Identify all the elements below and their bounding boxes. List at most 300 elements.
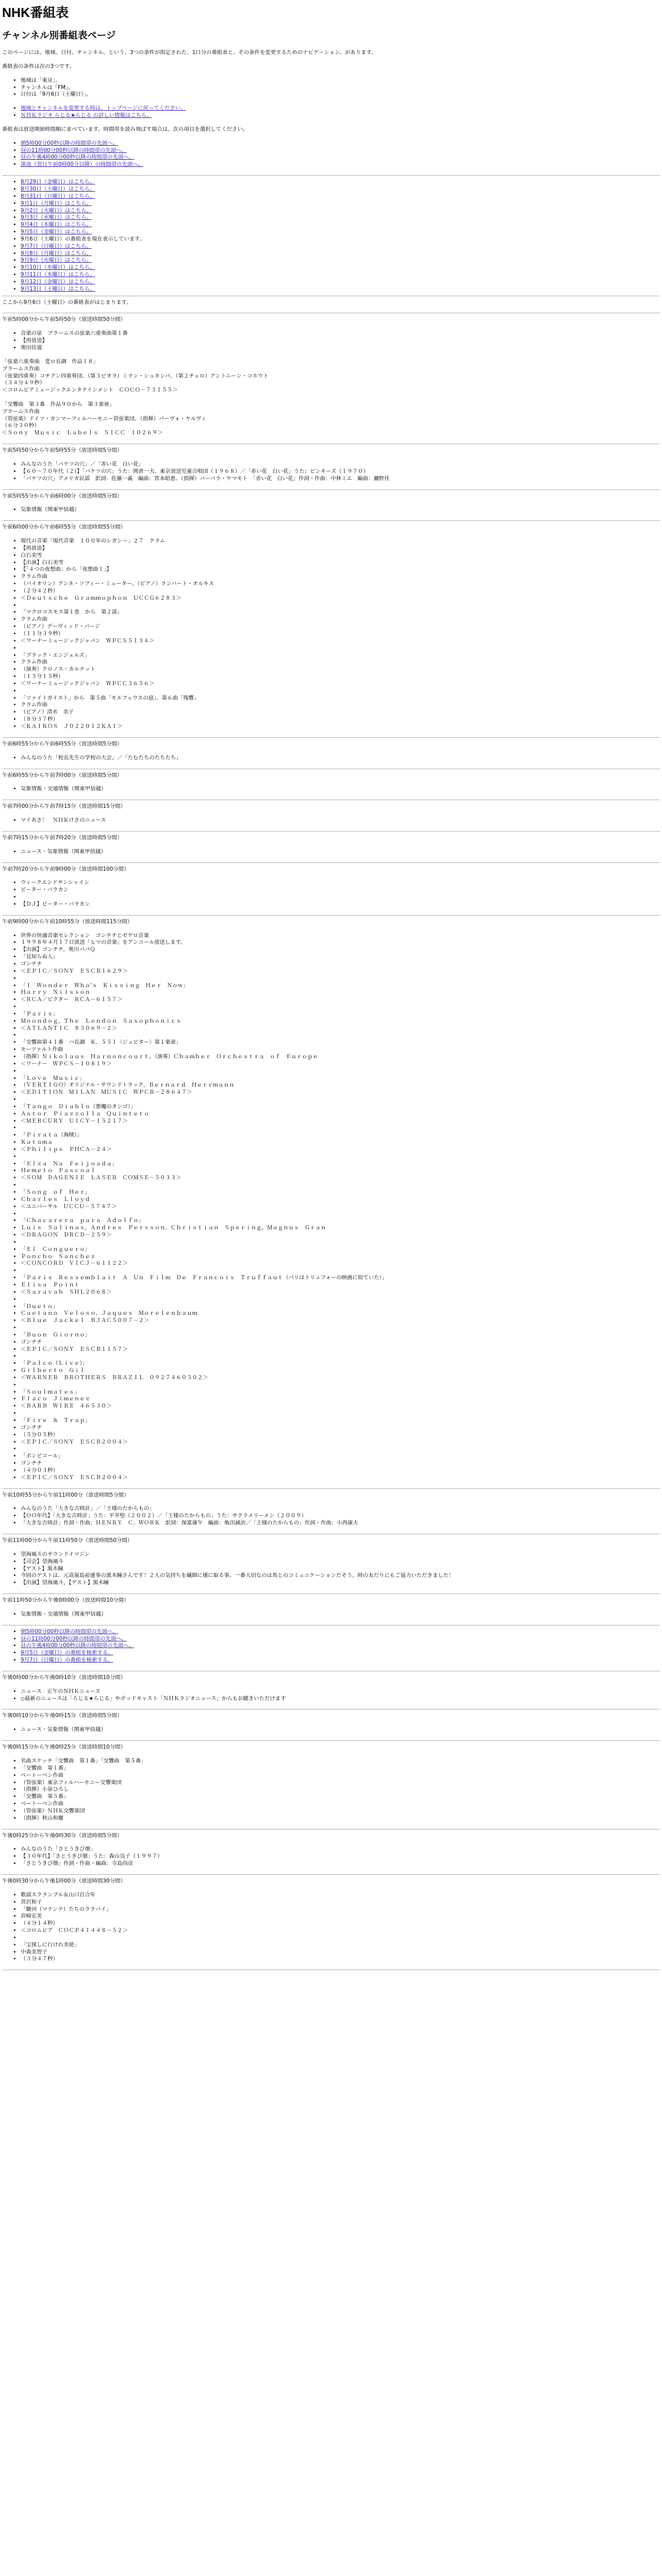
program-line: • マイあさ！ ＮＨＫけさのニュース [21, 817, 660, 824]
program-line: • Ａｓｔｏｒ Ｐｉａｚｚｏｌｌａ Ｑｕｉｎｔｅｔｏ [21, 1111, 660, 1118]
program-line: • ＜ＢＡＲＢ ＷＩＲＥ ４６５３０＞ [21, 1403, 660, 1410]
program-line: • 音楽の泉 ブラームスの弦楽六重奏曲第１番 [21, 330, 660, 337]
time-slot [2, 524, 660, 731]
program-line: • クラム作曲 [21, 573, 660, 581]
program-line: • 【再放送】 [21, 545, 660, 552]
list-item [21, 250, 660, 258]
program-line: • ピーター・バラカン [21, 887, 660, 894]
divider [2, 520, 660, 521]
program-line: • 「マクロコスモス第１巻 から 第２部」 [21, 609, 660, 616]
program-list [2, 1611, 660, 1618]
program-line: • 「Ｂｕｏｎ Ｇｉｏｒｎｏ」 [21, 1332, 660, 1339]
time-slot [2, 803, 660, 824]
time-slot [2, 1492, 660, 1527]
nav-link[interactable]: 昼の11時00分00秒以降の時間帯の先頭へ。 [21, 1635, 127, 1642]
program-line: • ＜ＥＰＩＣ／ＳＯＮＹ ＥＳＣＢ１６２９＞ [21, 968, 660, 975]
program-list [2, 330, 660, 352]
program-line: • みんなのうた「校長先生の学校の大会」／「たむたちのたちたち」 [21, 755, 660, 762]
time-slot [2, 447, 660, 482]
program-line: • 「宝探しに行けれ美使」 [21, 1942, 660, 1949]
program-line: • ＜ＫＡＩＲＯＳ Ｊ０２２０１２ＫＡＩ＞ [21, 723, 660, 731]
current-item: 地域は「東京」。 [21, 77, 61, 83]
program-list [2, 755, 660, 762]
program-line: • ＜ユニバーサル ＵＣＣＵ－５７４７＞ [21, 1204, 660, 1211]
nav-link[interactable]: 9月7日（日曜日）の番組を検索する。 [21, 1657, 113, 1664]
program-line: • 望海風斗のサウンドイマジン [21, 1551, 660, 1558]
program-line: • Ｆｌａｃｏ Ｊｉｍｅｎｅｚ [21, 1396, 660, 1403]
program-line: • Ｇｉｌｂｅｒｔｏ Ｇｉｌ [21, 1367, 660, 1375]
nav-link[interactable]: 昼の午後4時00分00秒以降の時間帯の先頭へ。 [21, 1642, 135, 1649]
program-line: • ＜ＭＥＲＣＵＲＹ ＵＩＣＹ－１５２１７＞ [21, 1118, 660, 1125]
program-line: • 「Ｃｈａｃａｒｅｒａ ｐａｒａ Ａｄｏｌｆｏ」 [21, 1217, 660, 1225]
program-line: • ＜ＣＯＮＣＯＲＤ ＶＩＣＪ－６１１２２＞ [21, 1260, 660, 1267]
time-slot [2, 316, 660, 437]
divider [2, 1740, 660, 1741]
program-line: • 【再放送】 [21, 337, 660, 345]
program-line: • Ｍｏｏｎｄｏｇ，Ｔｈｅ Ｌｏｎｄｏｎ Ｓａｘｏｐｈｏｎｉｃｓ [21, 1018, 660, 1025]
program-line [21, 1211, 660, 1218]
slot-time: 午前5時55分から午前6時00分（放送時間5分間） [2, 493, 123, 499]
program-line: • 「Ｔａｎｇｏ Ｄｉａｂｌｏ（悪魔のタンゴ）」 [21, 1104, 660, 1111]
program-line: • 【ＯＯ年代】「大きな古時計」うた：平井堅（２００２）／「王様のたからもの」うた：サクラメリーメン（２００９） [21, 1513, 660, 1520]
program-line: • モーツァルト作曲 [21, 1046, 660, 1054]
program-line [21, 894, 660, 901]
program-line: • 名曲スケッチ「交響曲 第１番」「交響曲 第５番」 [21, 1758, 660, 1765]
program-line: • ◇最新のニュースは「らじる★らじる」やポッドキャスト「ＮＨＫラジオニュース」からもお聴きいただけます [21, 1696, 660, 1703]
program-line [21, 1125, 660, 1132]
slot-time: 午前5時00分から午前5時50分（放送時間50分間） [2, 316, 126, 323]
program-list [2, 786, 660, 793]
detail-line: （３４分４９秒） [2, 380, 45, 386]
program-line: • 「Ｌｏｖｅ Ｍｕｓｉｃ」 [21, 1075, 660, 1082]
list-item [21, 186, 660, 193]
program-line: • ニュース・気象情報（関東甲信越） [21, 849, 660, 856]
program-list [2, 506, 660, 514]
list-item [21, 264, 660, 272]
program-line: • ベートーベン作曲 [21, 1772, 660, 1780]
time-slot [2, 1744, 660, 1822]
slot-time: 午後0時10分から午後0時15分（放送時間5分間） [2, 1713, 123, 1719]
nav-link[interactable]: 9月10日（水曜日）はこちら。 [21, 264, 95, 271]
program-line: • Ｋａｔａｍａ [21, 1139, 660, 1146]
program-line: • ＜ＲＣＡ／ビクター ＲＣＡ－６１５７＞ [21, 996, 660, 1004]
program-line: • （バイオリン）アンネ・ソフィー・ミューター、（ピアノ）ランバート・オルキス [21, 581, 660, 588]
program-line: • 「交響曲第４１番 ハ長調 Ｋ．５５１〈ジュピター〉第１楽章」 [21, 1039, 660, 1046]
program-line: • 現代の音楽「現代音楽 １００年のレガシー」２７ クラム [21, 538, 660, 545]
program-line: • （８分３７秒） [21, 716, 660, 723]
program-line: • ゴンチチ [21, 1339, 660, 1346]
program-line: • ＜Ｓａｒａｖａｈ ＳＨＬ２０６８＞ [21, 1289, 660, 1296]
slot-time: 午前9時00分から午前10時55分（放送時間115分間） [2, 918, 133, 925]
schedule-morning [2, 316, 660, 1625]
program-line: • 歌謡スクランブル＆山口百合年 [21, 1892, 660, 1899]
program-line: • 【６０～７０年代（２）】「バケツの穴」うた：岡倉一夫、東京放送児童合唱団（１９６８）／「赤い花 白い花」うた：ピンキーズ（１９７０） [21, 468, 660, 476]
program-line: • 「Ｐａｒｉｓ Ｒｅｓｓｅｍｂｌａｉｔ Ａ Ｕｎ Ｆｉｌｍ Ｄｅ Ｆｒａｎｃｏｉｓ Ｔｒｕｆｆａｕｔ（パリはトリュフォーの映画に似ていた）」 [21, 1275, 660, 1282]
time-slot [2, 866, 660, 908]
program-line: • ゴンチチ [21, 1460, 660, 1467]
time-jump-links [2, 140, 660, 168]
time-slot [2, 1597, 660, 1618]
program-line: • Ｐｏｎｃｈｏ Ｓａｎｃｈｅｚ [21, 1253, 660, 1261]
program-list [2, 849, 660, 856]
program-list [2, 1726, 660, 1734]
slot-time: 午前7時00分から午前7時15分（放送時間15分間） [2, 803, 126, 810]
nav-note: 番組表は放送開始時間順に並べています。時間帯を読み飛ばす場合は、次の項目を選択してください。 [2, 126, 249, 132]
program-line: • 「ブラック・エンジェルズ」 [21, 652, 660, 659]
nav-link[interactable]: 9月5日（金曜日）はこちら。 [21, 229, 92, 235]
nav-link[interactable]: 9月3日（水曜日）はこちら。 [21, 214, 92, 221]
current-item: 日付は「9月6日（土曜日）」。 [21, 91, 92, 98]
list-item [21, 77, 660, 84]
program-line: • 【ゲスト】黒木瞳 [21, 1566, 660, 1573]
program-line: • （指揮）秋山和慶 [21, 1815, 660, 1822]
program-line: • （管弦楽）ＮＨＫ交響楽団 [21, 1808, 660, 1815]
program-line: • 「Ｉ Ｗｏｎｄｅｒ Ｗｈｏ’ｓ Ｋｉｓｓｉｎｇ Ｈｅｒ Ｎｏｗ」 [21, 982, 660, 990]
list-item [21, 229, 660, 236]
nav-link[interactable]: 昼の11時00分00秒以降の時間帯の先頭へ。 [21, 147, 127, 154]
program-line [21, 1068, 660, 1075]
nav-link[interactable]: 9月7日（日曜日）はこちら。 [21, 243, 92, 249]
program-line: • （２分４２秒） [21, 588, 660, 595]
program-line: • ゴンチチ [21, 1425, 660, 1432]
program-list [2, 1758, 660, 1822]
date-links [2, 179, 660, 293]
program-line: • ＜ＥＰＩＣ／ＳＯＮＹ ＥＳＣＢ２００４＞ [21, 1475, 660, 1482]
program-line: • 「Ｆｉｒｅ ＆ Ｔｒａｐ」 [21, 1417, 660, 1425]
program-list [2, 879, 660, 908]
program-line [21, 975, 660, 982]
nav-link[interactable]: 8月31日（日曜日）はこちら。 [21, 193, 95, 199]
program-line: • 【３０年代】「さとうきび畑」うた：森山良子（１９９７） [21, 1853, 660, 1860]
list-item [21, 1650, 660, 1657]
program-line [21, 1446, 660, 1453]
program-line: • 【「４つの夜想曲」から「夜想曲１」】 [21, 566, 660, 573]
program-line: • 白石美雪 [21, 552, 660, 560]
nav-link[interactable]: 9月13日（土曜日）はこちら。 [21, 285, 95, 292]
program-line: • 「見知らぬ人」 [21, 954, 660, 961]
program-line: • （ピアノ）デーヴィッド・バージ [21, 623, 660, 631]
program-line: • 「Ｅｌｚａ Ｎａ Ｆｅｉｊｏａｄａ」 [21, 1161, 660, 1168]
program-list [2, 1505, 660, 1527]
nav-link[interactable]: 9月2日（火曜日）はこちら。 [21, 207, 92, 214]
program-line [21, 1296, 660, 1303]
list-item [21, 154, 660, 161]
nav-link[interactable]: ＮＨＫラジオ らじる★らじる の詳しい情報はこちら。 [21, 112, 152, 119]
program-line: • 「さとうきび畑」作詞・作曲・編曲：寺島尚彦 [21, 1860, 660, 1868]
page [0, 4, 662, 1970]
conditions-heading: 番組表の条件は次の3つです。 [2, 63, 75, 70]
detail-line: ＜Ｓｏｎｙ Ｍｕｓｉｃ Ｌａｂｅｌｓ ＳＩＣＣ １０２６９＞ [2, 430, 163, 436]
time-slot [2, 919, 660, 1482]
program-line: • 今回のゲストは、元高嶺島前運事の黒木瞳さんです！２人の気持ちを繊細に優に取る事。一番大切なのは馬とのコミュニケーションだそう。時の友だりにもご協力いただきました！ [21, 1572, 660, 1580]
intro-text: このページには、地域、日付、チャンネル、という、3つの条件が指定された、1日分の番組表と、その条件を変更するためのナビゲーション、があります。 [2, 49, 377, 56]
nav-link[interactable]: 8月29日（金曜日）はこちら。 [21, 179, 95, 185]
detail-line [2, 394, 660, 401]
program-line: • ウィークエンドサンシャイン [21, 879, 660, 887]
program-line: • Ｅｌｉｓａ Ｐｏｉｎｔ [21, 1282, 660, 1289]
program-line [21, 688, 660, 695]
program-line: • ＜ＥＰＩＣ／ＳＯＮＹ ＥＳＣＢ２００４＞ [21, 1439, 660, 1446]
list-item [21, 1629, 660, 1636]
slot-time: 午前11時00分から午前11時50分（放送時間50分間） [2, 1537, 133, 1544]
program-line: • ＜ＥＤＩＴＩＯＮ ＭＩＬＡＮ ＭＵＳＩＣ ＷＰＣＲ－２８６４７＞ [21, 1089, 660, 1096]
detail-line: 「弦楽六重奏曲 変ロ長調 作品１８」 [2, 358, 99, 365]
divider [2, 862, 660, 863]
divider [2, 915, 660, 916]
program-line: • 「Ｐａｌｃｏ（Ｌｉｖｅ）」 [21, 1360, 660, 1367]
program-line: • 「交響曲 第１番」 [21, 1765, 660, 1772]
program-line [21, 1096, 660, 1104]
detail-line: ブラームス作曲 [2, 408, 40, 415]
program-list [2, 1892, 660, 1963]
nav-link[interactable]: 9月5日（金曜日）の番組を検索する。 [21, 1650, 113, 1656]
list-item [21, 147, 660, 155]
list-item [21, 1636, 660, 1643]
list-item [21, 179, 660, 186]
list-item [21, 91, 660, 98]
time-slot [2, 1537, 660, 1587]
program-line: • ニュース・気象情報（関東甲信越） [21, 1726, 660, 1734]
page-subtitle: チャンネル別番組表ページ [2, 30, 116, 41]
divider [2, 831, 660, 832]
program-list [2, 538, 660, 731]
program-line: • 【司会】望海風斗 [21, 1558, 660, 1566]
slot-time: 午後0時25分から午後0時30分（放送時間5分間） [2, 1832, 123, 1839]
list-item [21, 279, 660, 286]
program-line [21, 1935, 660, 1942]
nav-link[interactable]: 昼の午後4時00分00秒以降の時間帯の先頭へ。 [21, 154, 135, 161]
program-line [21, 1267, 660, 1275]
program-list [2, 1688, 660, 1703]
program-line: • 気象情報（関東甲信越） [21, 506, 660, 514]
program-line: • ゴンチチ [21, 961, 660, 968]
list-item [21, 1642, 660, 1650]
slot-time: 午前10時55分から午前11時00分（放送時間5分間） [2, 1492, 129, 1498]
list-item [21, 243, 660, 250]
program-line: • 中森美智子 [21, 1949, 660, 1956]
slot-time: 午前6時55分から午前7時00分（放送時間5分間） [2, 772, 123, 778]
program-line [21, 1239, 660, 1246]
program-line: • 「駿河（マナンテ）たちのララバイ」 [21, 1906, 660, 1913]
time-slot [2, 741, 660, 762]
list-item [21, 222, 660, 229]
condition-links [2, 105, 660, 120]
list-item [21, 193, 660, 200]
program-line: • みんなのうた「バケツの穴」／「赤い花 白い花」 [21, 461, 660, 468]
divider [2, 1488, 660, 1489]
slot-time: 午後0時30分から午後1時00分（放送時間30分間） [2, 1877, 126, 1884]
slot-time: 午前6時55分から午前6時55分（放送時間5分間） [2, 740, 123, 747]
time-slot [2, 772, 660, 793]
site-title: NHK番組表 [2, 6, 69, 20]
nav-link[interactable]: 9月1日（月曜日）はこちら。 [21, 200, 92, 207]
program-line: • （１５分１５秒） [21, 673, 660, 681]
program-line [21, 1154, 660, 1161]
program-line: • （３分４７秒） [21, 1956, 660, 1963]
divider [2, 175, 660, 176]
program-line: • クラム作曲 [21, 659, 660, 666]
schedule-start: ここから9月6日（土曜日）の番組表がはじまります。 [2, 299, 132, 306]
program-line [21, 602, 660, 609]
slot-time: 午前11時50分から午後0時00分（放送時間10分間） [2, 1597, 129, 1604]
program-list [2, 933, 660, 1482]
program-line: • ＜ＥＰＩＣ／ＳＯＮＹ ＥＳＣＢ１１５７＞ [21, 1346, 660, 1353]
slot-time: 午前7時20分から午前9時00分（放送時間100分間） [2, 866, 129, 872]
detail-line: ＜コロムビアミュージックエンタテインメント ＣＯＣＯ－７３１５５＞ [2, 387, 178, 394]
list-item [21, 257, 660, 264]
slot-time: 午前7時15分から午前7時20分（放送時間5分間） [2, 834, 123, 841]
program-list [2, 461, 660, 483]
current-item: 9月6日（土曜日）の番組表を現在表示しています。 [21, 235, 145, 242]
program-line: • （４分１４秒） [21, 1920, 660, 1927]
program-line [21, 1004, 660, 1011]
program-line: • （４分０３秒） [21, 1467, 660, 1475]
program-line: • ＜ワーナーミュージックジャパン ＷＰＣＳ５１３４＞ [21, 638, 660, 645]
detail-line: （管弦楽）ドイツ・カンマーフィルハーモニー管弦楽団、（指揮）パーヴォ・ヤルヴィ [2, 415, 207, 422]
program-line: • みんなのうた「大きな古時計」／「王様のたからもの」 [21, 1505, 660, 1513]
program-line: • ニュース 正午のＮＨＫニュース [21, 1688, 660, 1696]
nav-link[interactable]: 9月8日（月曜日）はこちら。 [21, 250, 92, 257]
program-line: • 「交響曲 第５番」 [21, 1793, 660, 1801]
list-item [21, 84, 660, 92]
program-line: • ＜ワーナーミュージックジャパン ＷＰＣＣ３６５６＞ [21, 681, 660, 688]
program-line: • １９９８年４月１７日放送「ヒマの音楽」をアンコール放送します。 [21, 939, 660, 946]
detail-line: 「交響曲 第３番 作品９０から 第３楽章」 [2, 401, 115, 408]
nav-link[interactable]: 9月11日（木曜日）はこちら。 [21, 272, 95, 278]
program-line: • ベートーベン作曲 [21, 1801, 660, 1808]
time-slot [2, 1713, 660, 1734]
divider [2, 737, 660, 738]
time-slot [2, 1833, 660, 1868]
mid-time-links [2, 1629, 660, 1664]
program-line: • 「バケツの穴」アメリカ民謡 訳詞：佐藤一義 編曲：宮本昭恵、（指揮）バーバラ・ヤマモト 「赤い花 白い花」作詞・作曲：中林ミエ 編曲：瀬野佳 [21, 476, 660, 483]
detail-line: （６分３０秒） [2, 422, 40, 429]
slot-time: 午後0時00分から午後0時10分（放送時間10分間） [2, 1674, 126, 1681]
time-slot [2, 1674, 660, 1703]
time-slot [2, 1878, 660, 1963]
program-line: • 宮沢和子 [21, 1899, 660, 1906]
program-line: • 岩崎宏美 [21, 1913, 660, 1920]
slot-time: 午後0時15分から午後0時25分（放送時間10分間） [2, 1744, 126, 1751]
program-line: • ＜コロムビア ＣＯＣＰ４１４４８－５２＞ [21, 1927, 660, 1935]
program-line [21, 1182, 660, 1189]
program-line: • クラム作曲 [21, 702, 660, 709]
program-line [21, 1382, 660, 1389]
program-line [21, 1032, 660, 1039]
program-line: • 「Ｅｌ Ｃｏｎｇｕｅｒｏ」 [21, 1246, 660, 1253]
nav-link[interactable]: 8月30日（土曜日）はこちら。 [21, 185, 95, 192]
program-line: • （指揮）Ｎｉｋｏｌａｕｓ Ｈａｒｎｏｎｃｏｕｒｔ，（演奏）Ｃｈａｍｂｅｒ Ｏｒｃｈｅｓｔｒａ ｏｆ Ｅｕｒｏｐｅ [21, 1054, 660, 1061]
current-item: チャンネルは「FM」。 [21, 84, 74, 91]
program-line: • クラム作曲 [21, 616, 660, 623]
nav-link[interactable]: 朝5時00分00秒以降の時間帯の先頭へ。 [21, 1628, 118, 1635]
program-line: • 【出演】望海風斗，【ゲスト】黒木瞳 [21, 1580, 660, 1587]
program-line [21, 1353, 660, 1360]
program-line: • Ｈａｒｒｙ Ｎｉｌｓｓｏｎ [21, 989, 660, 996]
program-line: • 「Ｐａｒｉｓ」 [21, 1011, 660, 1018]
nav-link[interactable]: 9月4日（木曜日）はこちら。 [21, 222, 92, 228]
program-line: • 【出演】ゴンチチ，奥川パパＱ [21, 946, 660, 954]
detail-line: ブラームス作曲 [2, 365, 40, 372]
program-line: • ＜ＡＴＬＡＮＴＩＣ ８３０６９－２＞ [21, 1025, 660, 1032]
program-line: • 奥田佳道 [21, 345, 660, 352]
list-item [21, 286, 660, 293]
program-line: • 気象情報・交通情報（関東甲信越） [21, 1611, 660, 1618]
program-line: • ＜Ｄｅｕｔｓｃｈｅ Ｇｒａｍｍｏｐｈｏｎ ＵＣＣＧ６２８３＞ [21, 595, 660, 602]
program-line [21, 1325, 660, 1332]
slot-time: 午前5時50分から午前5時55分（放送時間5分間） [2, 447, 123, 454]
detail-line: （弦楽四重奏）コチアン四重奏団、（第３ビオラ）ミラン・シュカンパ、（第２チェロ）アントニーン・コホウト [2, 372, 269, 379]
program-line: • 「Ｐｉｒａｔａ（海賊）」 [21, 1132, 660, 1139]
list-item [21, 236, 660, 243]
list-item [21, 105, 660, 112]
slot-time: 午前6時00分から午前6時55分（放送時間55分間） [2, 524, 126, 531]
program-line: • 「Ｄｕｅｔｏ」 [21, 1303, 660, 1311]
program-line: • ＜ＤＲＡＧＯＮ ＤＲＣＤ－２５９＞ [21, 1232, 660, 1239]
program-line: • 「ポンピコール」 [21, 1453, 660, 1460]
list-item [21, 200, 660, 208]
program-line [21, 1410, 660, 1417]
program-line: • ＜ＷＡＲＮＥＲ ＢＲＯＴＨＥＲＳ ＢＲＡＺＩＬ ０９２７４６０５０２＞ [21, 1375, 660, 1382]
divider [2, 489, 660, 490]
program-line: • 「ツァイトガイスト」から 第５曲「モルフェウスの庭」、第６曲「残響」 [21, 695, 660, 702]
conditions-list [2, 77, 660, 99]
program-line: • 「大きな古時計」作詞・作曲：ＨＥＮＲＹ Ｃ．ＷＯＲＫ 訳詞：保富康午 編曲：亀田誠治／「王様のたからもの」作詞・作曲：小西康夫 [21, 1520, 660, 1527]
nav-link[interactable]: 朝5時00分00秒以降の時間帯の先頭へ。 [21, 140, 118, 146]
nav-link[interactable]: 9月9日（火曜日）はこちら。 [21, 257, 92, 264]
program-line: • 「Ｓｏｕｌｍａｔｅｓ」 [21, 1389, 660, 1396]
program-line: • （１１分３９秒） [21, 631, 660, 638]
program-line: • ＜Ｐｈｉｌｉｐｓ ＰＨＣＡ－２４＞ [21, 1146, 660, 1154]
list-item [21, 1657, 660, 1664]
program-details [2, 359, 660, 437]
program-line: • 【ＤＪ】ピーター・バラカン [21, 901, 660, 908]
nav-link[interactable]: 深夜（翌日午前0時00分以降）の時間帯の先頭へ。 [21, 161, 144, 168]
divider [2, 1874, 660, 1875]
program-line: • Ｃａｅｔａｎｏ Ｖｅｌｏｓｏ，Ｊａｑｕｅｓ Ｍｏｒｅｌｅｎｂａｕｍ [21, 1310, 660, 1317]
time-slot [2, 835, 660, 856]
program-list [2, 817, 660, 824]
schedule-afternoon [2, 1674, 660, 1970]
program-line: • 気象情報・交通情報（関東甲信越） [21, 786, 660, 793]
program-line: • 世界の快適音楽セレクション ゴンチチとゼゲロ音楽 [21, 933, 660, 940]
program-list [2, 1846, 660, 1868]
program-line: • みんなのうた「さとうきび畑」 [21, 1846, 660, 1853]
program-line: • （ピアノ）清水 美子 [21, 709, 660, 716]
list-item [21, 161, 660, 168]
program-line: • （ＶＥＲＴＩＧＯ）オリジナル・サウンドトラック，Ｂｅｒｎａｒｄ Ｈｅｒｒｍａｎｎ [21, 1082, 660, 1089]
program-line: • （管弦楽）東京フィルハーモニー交響楽団 [21, 1780, 660, 1787]
list-item [21, 272, 660, 279]
list-item [21, 140, 660, 147]
program-line: • 【出演】白石美雪 [21, 560, 660, 567]
program-line: • （指揮）小泉ひろし [21, 1786, 660, 1793]
program-line: • ＜ＳＯＭ ＤＡＧＥＮＩＥ ＬＡＳＥＲ ＣＯＭＳＥ－５０３３＞ [21, 1175, 660, 1182]
program-line: • Ｌｕｉｓ Ｓａｌｉｎａｓ，Ａｎｄｒｅｓ Ｐｅｒｓｓｏｎ，Ｃｈｒｉｓｔｉａｎ Ｓｐｅｒｉｎｇ，Ｍａｇｎｕｓ Ｇｒａｎ [21, 1225, 660, 1232]
program-line: • ＜Ｂｌｕｅ Ｊａｃｋｅｌ ＢＪＡＣ５００７－２＞ [21, 1317, 660, 1325]
program-list [2, 1551, 660, 1587]
time-slot [2, 493, 660, 514]
list-item [21, 112, 660, 120]
program-line: • 「Ｓｏｎｇ ｏｆ Ｈｅｒ」 [21, 1189, 660, 1196]
nav-link[interactable]: 地域とチャンネルを変更する時は、トップページに戻ってください。 [21, 105, 186, 112]
nav-link[interactable]: 9月12日（金曜日）はこちら。 [21, 278, 95, 285]
list-item [21, 214, 660, 222]
program-line: • Ｃｈａｒｌｅｓ Ｌｌｏｙｄ [21, 1196, 660, 1204]
list-item [21, 208, 660, 215]
program-line: • （演奏）クロノス・カルテット [21, 666, 660, 673]
program-line: • ＜ワーナー ＷＰＣＳ－１０８１９＞ [21, 1061, 660, 1068]
